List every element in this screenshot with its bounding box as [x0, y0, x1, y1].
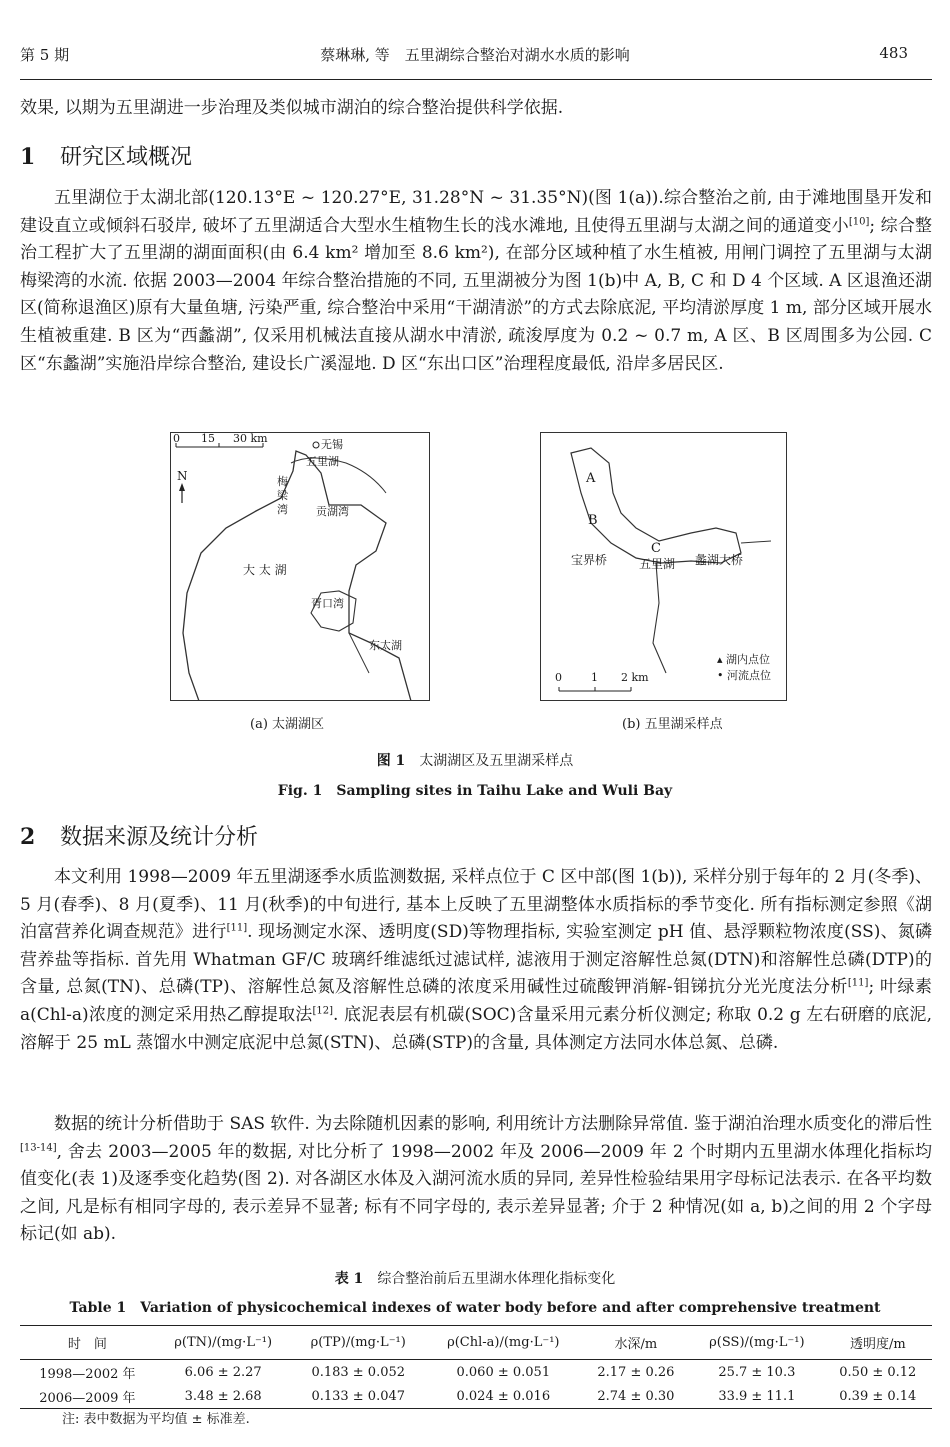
table-cell: 3.48 ± 2.68 [155, 1384, 292, 1409]
scale-tick: 0 [173, 432, 180, 445]
table-label: 表 1 [334, 1271, 364, 1287]
table-cell: 25.7 ± 10.3 [718, 1364, 796, 1380]
column-header: ρ(TP)/(mg·L⁻¹) [292, 1326, 425, 1360]
section-1-paragraph [20, 185, 932, 378]
section-1-number: 1 [20, 144, 36, 170]
data-table [20, 1325, 932, 1409]
map-label-meiliang: 梅 [277, 475, 288, 488]
map-label-meiliang: 湾 [277, 503, 288, 516]
text-run: ; 叶绿素 a(Chl-a)浓度的测定采用热乙醇提取法 [20, 977, 932, 1025]
intro-line: 效果, 以期为五里湖进一步治理及类似城市湖泊的综合整治提供科学依据. [20, 98, 564, 118]
table-cell: 0.39 ± 0.14 [824, 1384, 932, 1409]
taihu-map-drawing [171, 433, 429, 700]
issue-number: 第 5 期 [20, 46, 70, 64]
page-number: 483 [879, 44, 908, 62]
map-label-baojie-bridge: 宝界桥 [571, 553, 608, 567]
table-note: 注: 表中数据为平均值 ± 标准差. [62, 1412, 250, 1427]
table-cell: 2.17 ± 0.26 [597, 1364, 675, 1380]
figure-1b-caption: (b) 五里湖采样点 [622, 717, 723, 732]
table-row [20, 1384, 932, 1409]
citation: [11] [226, 922, 248, 934]
text-run: ; 综合整治工程扩大了五里湖的湖面面积(由 6.4 km² 增加至 8.6 km²), 在部分区域种植了水生植被, 用闸门调控了五里湖与太湖梅梁湾的水流. 依据 2003—2004 年综合整治措施的不同, 五里湖被分为图 1(b)中 A, B, C 和 D 4 个区域. A 区退渔还湖区(简称退渔区)原有大量鱼塘, 污染严重, 综合整治中采用“干湖清淤”的方式去除底泥, 平均清淤厚度 1 m, 部分区域开展水生植被重建. B 区为“西蠡湖”, 仅采用机械法直接从湖水中清淤, 疏浚厚度为 0.2 ~ 0.7 m, A 区、B 区周围多为公园. C 区“东蠡湖”实施沿岸综合整治, 建设长广溪湿地. D 区“东出口区”治理程度最低, 沿岸多居民区. [20, 215, 932, 374]
figure-title: 太湖湖区及五里湖采样点 [419, 753, 574, 769]
section-2-number: 2 [20, 824, 36, 850]
figure-1-caption-en: Fig. 1 Sampling sites in Taihu Lake and Wuli Bay [277, 783, 673, 799]
running-title: 蔡琳琳, 等 五里湖综合整治对湖水水质的影响 [320, 46, 630, 64]
table-cell: 33.9 ± 11.1 [690, 1384, 824, 1409]
figure-1-caption-cn [0, 750, 950, 770]
figure-label: 图 1 [376, 753, 406, 769]
section-2-heading [20, 820, 258, 851]
section-2-title: 数据来源及统计分析 [60, 825, 259, 850]
map-label-taihu: 大 太 湖 [243, 563, 287, 577]
text-run: , 舍去 2003—2005 年的数据, 对比分析了 1998—2002 年及 2006—2009 年 2 个时期内五里湖水体理化指标均值变化(表 1)及逐季变化趋势(图 2). 对各湖区水体及入湖河流水质的异同, 差异性检验结果用字母标记法表示. 在各平均数之间, 凡是标有相同字母的, 表示差异不显著; 标有不同字母的, 表示差异显著; 介于 2 种情况(如 a, b)之间的用 2 个字母标记(如 ab). [20, 1141, 932, 1245]
citation: [10] [848, 215, 870, 227]
citation: [12] [312, 1005, 334, 1017]
column-header: 时 间 [20, 1326, 155, 1360]
scale-tick: 0 [555, 671, 562, 684]
column-header: 透明度/m [824, 1326, 932, 1360]
table-cell: 0.024 ± 0.016 [425, 1384, 582, 1409]
column-header: ρ(Chl-a)/(mg·L⁻¹) [425, 1326, 582, 1360]
citation: [11] [847, 977, 869, 989]
scale-tick: 1 [591, 671, 598, 684]
column-header: ρ(SS)/(mg·L⁻¹) [690, 1326, 824, 1360]
figure-1a-caption: (a) 太湖湖区 [250, 717, 325, 732]
map-label-wuli-lake: 五里湖 [306, 455, 339, 468]
map-label-xukou: 胥口湾 [311, 597, 344, 610]
table-cell: 2.74 ± 0.30 [582, 1384, 690, 1409]
table-cell: 0.183 ± 0.052 [311, 1364, 406, 1380]
legend-river-sites: • 河流点位 [717, 669, 771, 682]
north-arrow-label: N [177, 469, 188, 483]
text-run: 本文利用 1998—2009 年五里湖逐季水质监测数据, 采样点位于 C 区中部(图 1(b)), 采样分别于每年的 2 月(冬季)、5 月(春季)、8 月(夏季)、11 月(秋季)的中旬进行, 基本上反映了五里湖整体水质指标的季节变化. 所有指标测定参照《湖泊富营养化调查规范》进行 [20, 867, 932, 943]
table-header-row [20, 1326, 932, 1360]
section-2-paragraph-1 [20, 864, 932, 1057]
scale-tick: 15 [201, 432, 215, 445]
table-cell: 0.060 ± 0.051 [456, 1364, 551, 1380]
table-cell: 0.133 ± 0.047 [292, 1384, 425, 1409]
map-label-meiliang: 梁 [277, 489, 288, 502]
text-run: . 现场测定水深、透明度(SD)等物理指标, 实验室测定 pH 值、悬浮颗粒物浓度(SS)、氮磷营养盐等指标. 首先用 Whatman GF/C 玻璃纤维滤纸过滤试样, 滤液用于测定溶解性总氮(DTN)和溶解性总磷(DTP)的含量, 总氮(TN)、总磷(TP)、溶解性总氮及溶解性总磷的浓度采用碱性过硫酸钾消解-钼锑抗分光光度法分析 [20, 922, 933, 998]
citation: [13-14] [20, 1141, 57, 1153]
table-1-caption-en: Table 1 Variation of physicochemical indexes of water body before and after comprehensive treatment [69, 1300, 881, 1316]
table-cell: 0.50 ± 0.12 [839, 1364, 917, 1380]
text-run: . 底泥表层有机碳(SOC)含量采用元素分析仪测定; 称取 0.2 g 左右研磨的底泥, 溶解于 25 mL 蒸馏水中测定底泥中总氮(STN)、总磷(STP)的含量, 具体测定方法同水体总氮、总磷. [20, 1004, 933, 1053]
zone-label-c: C [651, 541, 661, 556]
legend-lake-sites: ▴ 湖内点位 [717, 653, 771, 666]
zone-label-b: B [588, 513, 598, 528]
section-2-paragraph-2 [20, 1111, 932, 1249]
table-cell: 1998—2002 年 [39, 1366, 136, 1382]
table-cell: 6.06 ± 2.27 [184, 1364, 262, 1380]
scale-tick: 2 km [621, 671, 649, 684]
header-rule [20, 79, 932, 80]
table-title: 综合整治前后五里湖水体理化指标变化 [377, 1271, 616, 1287]
zone-label-a: A [586, 471, 596, 486]
map-label-wuli-lake: 五里湖 [639, 557, 676, 571]
table-cell: 2006—2009 年 [20, 1384, 155, 1409]
figure-1a-map [170, 432, 430, 701]
section-1-heading [20, 140, 192, 171]
text-run: 数据的统计分析借助于 SAS 软件. 为去除随机因素的影响, 利用统计方法删除异常值. 鉴于湖泊治理水质变化的滞后性 [54, 1114, 932, 1134]
column-header: 水深/m [582, 1326, 690, 1360]
text-run: 五里湖位于太湖北部(120.13°E ~ 120.27°E, 31.28°N ~ 31.35°N)(图 1(a)).综合整治之前, 由于滩地围垦开发和建设直立或倾斜石驳岸, 破坏了五里湖适合大型水生植物生长的浅水滩地, 且使得五里湖与太湖之间的通道变小 [20, 188, 932, 236]
figure-1b-map [540, 432, 787, 701]
map-label-gonghu: 贡湖湾 [316, 505, 349, 518]
map-label-east-taihu: 东太湖 [369, 639, 402, 652]
column-header: ρ(TN)/(mg·L⁻¹) [155, 1326, 292, 1360]
table-1-caption-cn [0, 1268, 950, 1288]
table-row [20, 1360, 932, 1385]
scale-tick: 30 km [233, 432, 268, 445]
map-label-lihu-bridge: 蠡湖大桥 [695, 553, 744, 567]
map-label-wuxi: 无锡 [321, 438, 343, 451]
section-1-title: 研究区域概况 [60, 145, 193, 170]
